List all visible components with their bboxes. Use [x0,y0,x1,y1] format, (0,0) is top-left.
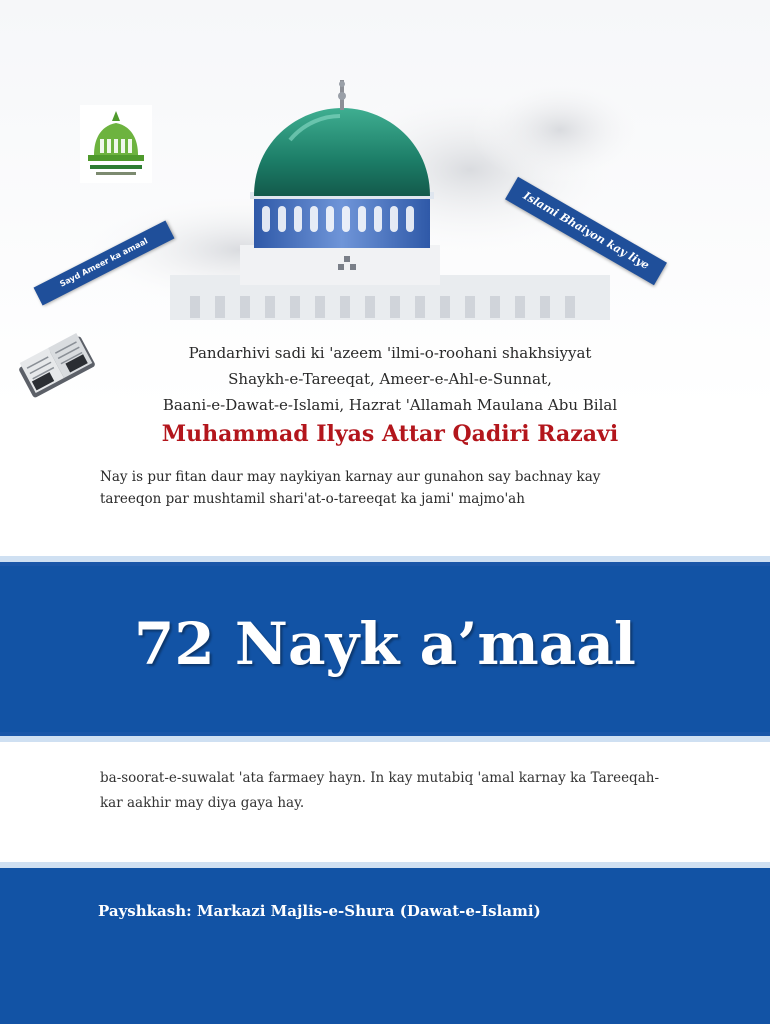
intro-line: Pandarhivi sadi ki 'azeem 'ilmi-o-roohani shakhsiyyat [188,344,592,362]
intro-block [70,340,710,450]
ribbon-right: Islami Bhaiyon kay liye [505,177,667,286]
intro-line: Shaykh-e-Tareeqat, Ameer-e-Ahl-e-Sunnat, [228,370,552,388]
book-title: 72 Nayk a’maal [134,610,636,678]
description: Nay is pur fitan daur may naykiyan karnay aur gunahon say bachnay kay tareeqon par mushtamil shari'at-o-tareeqat ka jami' majmo'ah [100,469,601,507]
author-name: Muhammad Ilyas Attar Qadiri Razavi [161,421,619,447]
ribbon-left: Sayd Ameer ka amaal [34,220,175,305]
subtitle: ba-soorat-e-suwalat 'ata farmaey hayn. In kay mutabiq 'amal karnay ka Tareeqah-kar aakhir may diya gaya hay. [100,770,660,811]
dawat-e-islami-logo [80,105,152,183]
title-band [0,556,770,742]
presenter-line: Payshkash: Markazi Majlis-e-Shura (Dawat-e-Islami) [98,902,541,920]
bottom-band [0,862,770,1024]
intro-line: Baani-e-Dawat-e-Islami, Hazrat 'Allamah Maulana Abu Bilal [162,396,618,414]
